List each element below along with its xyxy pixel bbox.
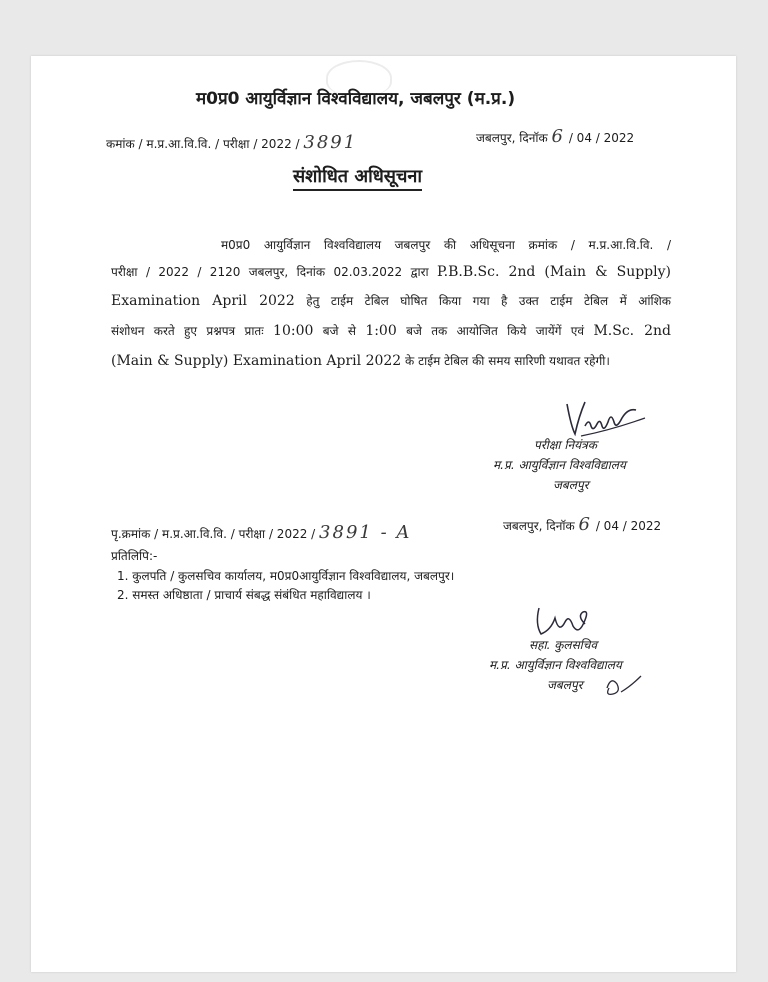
reference-date xyxy=(476,126,634,147)
body-line-5-latin: (Main & Supply) Examination April 2022 xyxy=(111,353,402,369)
body-line-4-part-e: बजे तक आयोजित किये जायेंगें एवं xyxy=(406,324,585,338)
reference-date-prefix: जबलपुर, दिनॉक xyxy=(476,131,548,145)
assistant-registrar-signature xyxy=(529,604,601,640)
reference-number-handwritten: 3891 xyxy=(303,132,358,153)
endorsement-date-suffix: / 04 / 2022 xyxy=(595,519,662,533)
body-line-4-time-end: 1:00 xyxy=(365,323,397,339)
notification-heading: संशोधित अधिसूचना xyxy=(293,164,422,191)
body-line-4-part-c: बजे से xyxy=(322,324,356,338)
body-line-2-hindi: परीक्षा / 2022 / 2120 जबलपुर, दिनांक 02.03.2022 द्वारा xyxy=(111,265,429,279)
body-line-1: म0प्र0 आयुर्विज्ञान विश्वविद्यालय जबलपुर की अधिसूचना क्रमांक / म.प्र.आ.वि.वि. / xyxy=(221,238,671,252)
recipient-2: 2. समस्त अधिष्ठाता / प्राचार्य संबद्ध संबंधित महाविद्यालय । xyxy=(117,588,371,602)
endorsement-date-handwritten: 6 xyxy=(578,514,592,535)
signature1-city: जबलपुर xyxy=(553,478,589,492)
signature2-designation: सहा. कुलसचिव xyxy=(529,638,598,652)
signature2-city: जबलपुर xyxy=(547,678,583,692)
signature1-university: म.प्र. आयुर्विज्ञान विश्वविद्यालय xyxy=(493,458,626,472)
endorsement-number-prefix: पृ.क्रमांक / म.प्र.आ.वि.वि. / परीक्षा / 2022 / xyxy=(111,527,316,541)
endorsement-number xyxy=(111,522,411,543)
copy-label: प्रतिलिपि:- xyxy=(111,549,158,563)
body-line-4-time-start: 10:00 xyxy=(273,323,314,339)
initials-mark xyxy=(601,672,645,704)
endorsement-number-handwritten: 3891 - A xyxy=(319,522,412,543)
body-line-3-hindi: हेतु टाईम टेबिल घोषित किया गया है उक्त टाईम टेबिल में आंशिक xyxy=(306,294,671,308)
body-line-4-part-a: संशोधन करते हुए प्रश्नपत्र प्रातः xyxy=(111,324,264,338)
reference-date-handwritten: 6 xyxy=(551,126,565,147)
body-line-4-course: M.Sc. 2nd xyxy=(593,323,671,339)
signature1-designation: परीक्षा नियंत्रक xyxy=(534,438,597,452)
body-line-3-latin: Examination April 2022 xyxy=(111,293,295,309)
reference-date-suffix: / 04 / 2022 xyxy=(568,131,635,145)
recipient-1: 1. कुलपति / कुलसचिव कार्यालय, म0प्र0आयुर्विज्ञान विश्वविद्यालय, जबलपुर। xyxy=(117,569,455,583)
university-title: म0प्र0 आयुर्विज्ञान विश्वविद्यालय, जबलपुर (म.प्र.) xyxy=(196,89,516,109)
endorsement-date-prefix: जबलपुर, दिनॉक xyxy=(503,519,575,533)
body-line-3 xyxy=(111,292,671,309)
body-line-2 xyxy=(111,263,671,280)
body-line-5 xyxy=(111,352,671,369)
body-line-4 xyxy=(111,322,671,339)
signature2-university: म.प्र. आयुर्विज्ञान विश्वविद्यालय xyxy=(489,658,622,672)
reference-number xyxy=(106,132,357,153)
endorsement-date xyxy=(503,514,661,535)
body-line-5-hindi: के टाईम टेबिल की समय सारिणी यथावत रहेगी। xyxy=(405,354,610,368)
reference-number-prefix: कमांक / म.प्र.आ.वि.वि. / परीक्षा / 2022 / xyxy=(106,137,300,151)
document-page xyxy=(31,56,736,972)
body-line-2-latin: P.B.B.Sc. 2nd (Main & Supply) xyxy=(437,264,671,280)
controller-signature xyxy=(561,396,651,440)
